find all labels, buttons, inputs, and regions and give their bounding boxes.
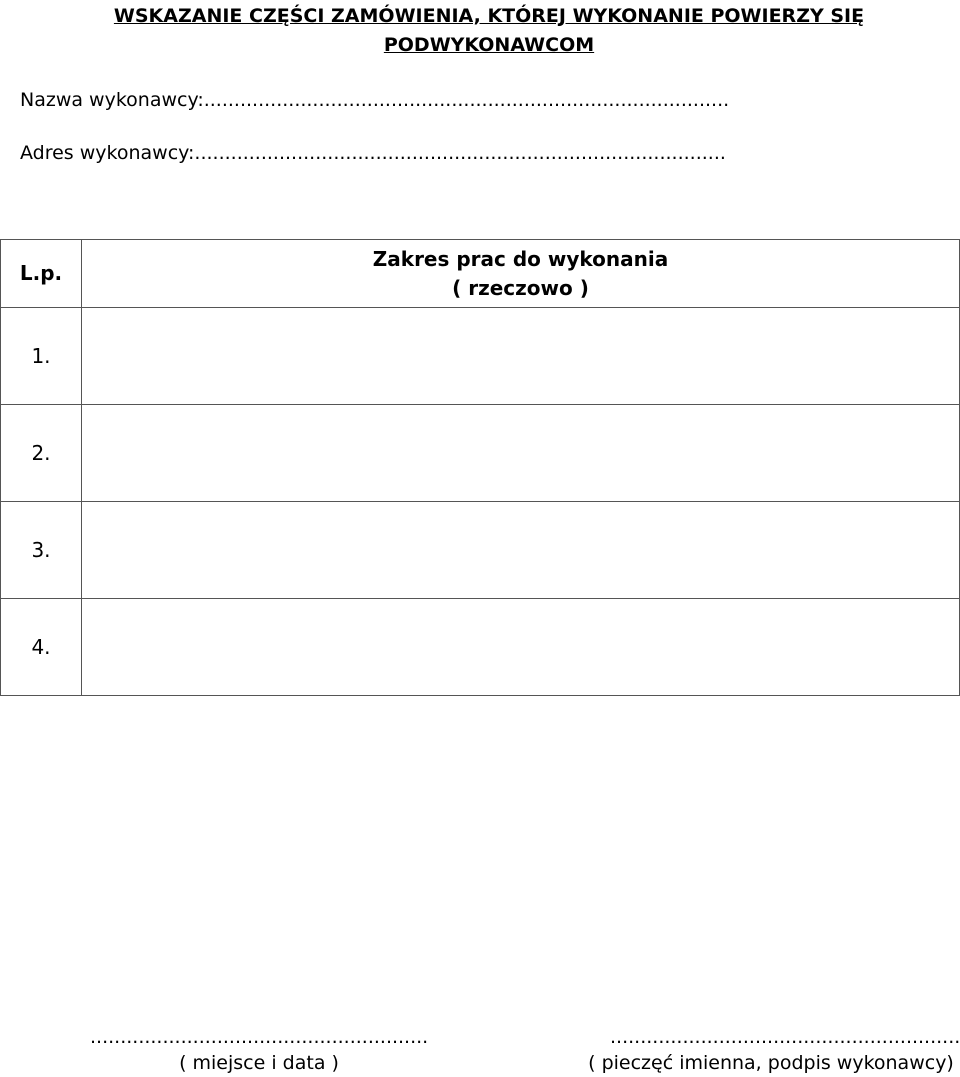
scope-cell[interactable]: [82, 599, 960, 696]
row-number: 1.: [1, 308, 82, 405]
place-date-line[interactable]: ........................................................: [90, 1026, 429, 1048]
document-title-line-2: PODWYKONAWCOM: [383, 34, 595, 56]
row-number: 4.: [1, 599, 82, 696]
stamp-signature-line[interactable]: ..........................................................: [610, 1026, 960, 1048]
subcontract-scope-table: [0, 239, 960, 696]
scope-cell[interactable]: [82, 308, 960, 405]
row-number: 3.: [1, 502, 82, 599]
place-date-signature-block: [84, 1024, 434, 1076]
document-title-line-1: WSKAZANIE CZĘŚCI ZAMÓWIENIA, KTÓREJ WYKONANIE POWIERZY SIĘ: [113, 5, 865, 27]
table-header-row: [1, 240, 960, 308]
scope-cell[interactable]: [82, 502, 960, 599]
column-header-lp: L.p.: [1, 240, 82, 308]
row-number: 2.: [1, 405, 82, 502]
table-row: [1, 599, 960, 696]
scope-cell[interactable]: [82, 405, 960, 502]
table-row: [1, 502, 960, 599]
stamp-signature-caption: ( pieczęć imienna, podpis wykonawcy): [588, 1052, 954, 1074]
table-row: [1, 405, 960, 502]
contractor-address-field[interactable]: Adres wykonawcy:........................................................................................: [20, 142, 726, 164]
column-header-scope: [82, 240, 960, 308]
stamp-signature-block: [586, 1024, 960, 1076]
document-title: [0, 2, 960, 60]
contractor-name-field[interactable]: Nazwa wykonawcy:.......................................................................................: [20, 89, 730, 111]
table-row: [1, 308, 960, 405]
place-date-caption: ( miejsce i data ): [179, 1052, 339, 1074]
column-header-scope-line-2: ( rzeczowo ): [452, 275, 589, 300]
column-header-scope-line-1: Zakres prac do wykonania: [372, 246, 669, 271]
